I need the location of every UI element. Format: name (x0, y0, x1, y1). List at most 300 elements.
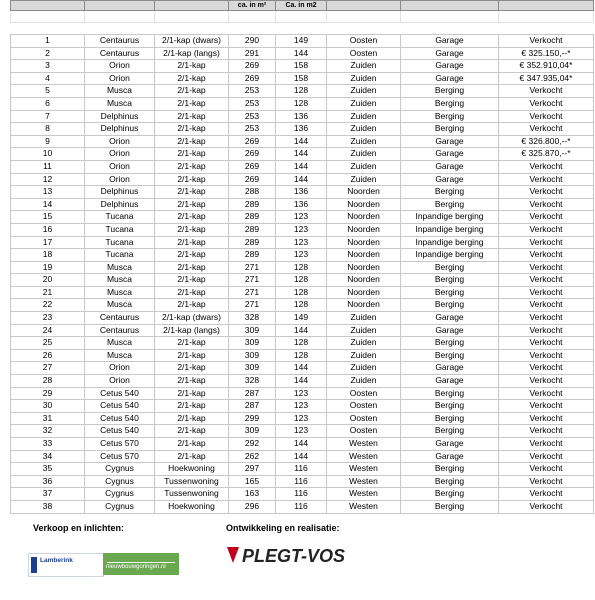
house-style-cell: 2/1-kap (langs) (155, 47, 229, 60)
house-type-cell: Cygnus (85, 463, 155, 476)
living-area-cell: 116 (276, 475, 327, 488)
orientation-cell: Zuiden (327, 60, 401, 73)
plot-area-cell: 309 (229, 425, 276, 438)
storage-cell: Berging (401, 274, 499, 287)
header-cell (155, 1, 229, 11)
lot-number-cell: 25 (11, 337, 85, 350)
house-type-cell: Tucana (85, 249, 155, 262)
house-style-cell: 2/1-kap (155, 349, 229, 362)
house-style-cell: 2/1-kap (155, 160, 229, 173)
price-status-cell: Verkocht (499, 400, 594, 413)
living-area-cell: 128 (276, 286, 327, 299)
plot-area-cell: 289 (229, 249, 276, 262)
lot-number-cell: 16 (11, 223, 85, 236)
living-area-cell: 123 (276, 236, 327, 249)
living-area-cell: 128 (276, 85, 327, 98)
table-row (11, 349, 594, 362)
house-type-cell: Delphinus (85, 110, 155, 123)
house-style-cell: 2/1-kap (langs) (155, 324, 229, 337)
storage-cell: Garage (401, 148, 499, 161)
lot-number-cell: 3 (11, 60, 85, 73)
storage-cell: Garage (401, 173, 499, 186)
table-row (11, 110, 594, 123)
storage-cell: Garage (401, 135, 499, 148)
plot-area-cell: 290 (229, 35, 276, 48)
house-type-cell: Cetus 540 (85, 400, 155, 413)
nieuwbouw-logo[interactable] (103, 553, 179, 575)
table-row (11, 173, 594, 186)
plegt-vos-logo[interactable] (225, 543, 395, 567)
living-area-cell: 123 (276, 249, 327, 262)
plot-area-cell: 269 (229, 173, 276, 186)
header-cell (85, 1, 155, 11)
orientation-cell: Zuiden (327, 173, 401, 186)
orientation-cell: Zuiden (327, 72, 401, 85)
lot-number-cell: 10 (11, 148, 85, 161)
price-status-cell: Verkocht (499, 35, 594, 48)
living-area-cell: 149 (276, 35, 327, 48)
living-area-cell: 123 (276, 425, 327, 438)
orientation-cell: Westen (327, 438, 401, 451)
storage-cell: Garage (401, 362, 499, 375)
house-style-cell: 2/1-kap (155, 362, 229, 375)
lot-number-cell: 26 (11, 349, 85, 362)
living-area-cell: 158 (276, 72, 327, 85)
house-style-cell: 2/1-kap (155, 148, 229, 161)
house-type-cell: Cetus 540 (85, 387, 155, 400)
lot-number-cell: 11 (11, 160, 85, 173)
lot-number-cell: 1 (11, 35, 85, 48)
living-area-cell: 123 (276, 412, 327, 425)
storage-cell: Garage (401, 312, 499, 325)
price-status-cell: € 326.800,--* (499, 135, 594, 148)
price-status-cell: Verkocht (499, 249, 594, 262)
table-row (11, 425, 594, 438)
living-area-cell: 144 (276, 173, 327, 186)
price-status-cell: Verkocht (499, 387, 594, 400)
living-area-cell: 116 (276, 500, 327, 513)
house-type-cell: Musca (85, 337, 155, 350)
price-status-cell: Verkocht (499, 211, 594, 224)
header-cell (499, 1, 594, 11)
table-row (11, 324, 594, 337)
storage-cell: Berging (401, 186, 499, 199)
header-cell (401, 1, 499, 11)
price-status-cell: Verkocht (499, 438, 594, 451)
lamberink-mark-icon (31, 557, 37, 573)
plot-area-cell: 309 (229, 337, 276, 350)
house-style-cell: 2/1-kap (155, 223, 229, 236)
plot-area-cell: 299 (229, 412, 276, 425)
plot-area-cell: 287 (229, 400, 276, 413)
lot-number-cell: 13 (11, 186, 85, 199)
price-status-cell: Verkocht (499, 412, 594, 425)
price-status-cell: Verkocht (499, 362, 594, 375)
orientation-cell: Westen (327, 500, 401, 513)
price-status-cell: Verkocht (499, 349, 594, 362)
plegt-vos-logo-text: PLEGT-VOS (242, 546, 346, 566)
house-style-cell: Hoekwoning (155, 500, 229, 513)
house-type-cell: Cetus 570 (85, 438, 155, 451)
table-row (11, 400, 594, 413)
spacer-row (11, 11, 594, 23)
table-row (11, 198, 594, 211)
price-status-cell: Verkocht (499, 500, 594, 513)
lot-number-cell: 2 (11, 47, 85, 60)
orientation-cell: Oosten (327, 425, 401, 438)
house-style-cell: Hoekwoning (155, 463, 229, 476)
price-status-cell: Verkocht (499, 97, 594, 110)
plot-area-cell: 269 (229, 148, 276, 161)
table-row (11, 97, 594, 110)
orientation-cell: Zuiden (327, 97, 401, 110)
lot-number-cell: 7 (11, 110, 85, 123)
table-row (11, 160, 594, 173)
house-type-cell: Orion (85, 160, 155, 173)
lot-number-cell: 21 (11, 286, 85, 299)
house-type-cell: Musca (85, 261, 155, 274)
house-type-cell: Centaurus (85, 324, 155, 337)
price-status-cell: Verkocht (499, 475, 594, 488)
plot-area-cell: 271 (229, 274, 276, 287)
house-style-cell: 2/1-kap (155, 186, 229, 199)
table-row (11, 500, 594, 513)
price-status-cell: € 352.910,04* (499, 60, 594, 73)
storage-cell: Garage (401, 324, 499, 337)
plot-area-cell: 328 (229, 312, 276, 325)
storage-cell: Garage (401, 72, 499, 85)
lot-number-cell: 27 (11, 362, 85, 375)
orientation-cell: Noorden (327, 286, 401, 299)
lot-number-cell: 28 (11, 375, 85, 388)
lamberink-logo[interactable] (28, 553, 104, 577)
house-style-cell: 2/1-kap (155, 400, 229, 413)
price-status-cell: Verkocht (499, 488, 594, 501)
storage-cell: Berging (401, 387, 499, 400)
orientation-cell: Westen (327, 475, 401, 488)
plot-area-cell: 289 (229, 236, 276, 249)
price-list-table (10, 0, 594, 514)
table-row (11, 450, 594, 463)
house-style-cell: 2/1-kap (155, 60, 229, 73)
house-style-cell: 2/1-kap (155, 72, 229, 85)
price-status-cell: Verkocht (499, 463, 594, 476)
storage-cell: Berging (401, 425, 499, 438)
house-type-cell: Orion (85, 135, 155, 148)
living-area-cell: 144 (276, 148, 327, 161)
living-area-cell: 128 (276, 299, 327, 312)
house-type-cell: Centaurus (85, 312, 155, 325)
price-status-cell: Verkocht (499, 110, 594, 123)
lot-number-cell: 29 (11, 387, 85, 400)
living-area-cell: 144 (276, 450, 327, 463)
house-type-cell: Orion (85, 72, 155, 85)
plot-area-cell: 262 (229, 450, 276, 463)
house-style-cell: 2/1-kap (155, 274, 229, 287)
price-status-cell: Verkocht (499, 324, 594, 337)
orientation-cell: Zuiden (327, 110, 401, 123)
orientation-cell: Zuiden (327, 148, 401, 161)
table-row (11, 223, 594, 236)
orientation-cell: Zuiden (327, 375, 401, 388)
living-area-cell: 149 (276, 312, 327, 325)
plot-area-cell: 271 (229, 261, 276, 274)
plot-area-cell: 253 (229, 85, 276, 98)
price-status-cell: € 325.870,--* (499, 148, 594, 161)
house-style-cell: 2/1-kap (155, 249, 229, 262)
house-type-cell: Cygnus (85, 500, 155, 513)
plot-area-cell: 253 (229, 123, 276, 136)
orientation-cell: Noorden (327, 249, 401, 262)
lot-number-cell: 8 (11, 123, 85, 136)
orientation-cell: Zuiden (327, 349, 401, 362)
orientation-cell: Noorden (327, 198, 401, 211)
orientation-cell: Noorden (327, 211, 401, 224)
living-area-cell: 136 (276, 198, 327, 211)
orientation-cell: Oosten (327, 35, 401, 48)
house-type-cell: Delphinus (85, 198, 155, 211)
lot-number-cell: 32 (11, 425, 85, 438)
plot-area-cell: 292 (229, 438, 276, 451)
table-row (11, 375, 594, 388)
storage-cell: Berging (401, 261, 499, 274)
living-area-cell: 128 (276, 261, 327, 274)
lot-number-cell: 12 (11, 173, 85, 186)
storage-cell: Inpandige berging (401, 249, 499, 262)
table-row (11, 148, 594, 161)
lot-number-cell: 31 (11, 412, 85, 425)
house-type-cell: Musca (85, 286, 155, 299)
plot-area-cell: 288 (229, 186, 276, 199)
storage-cell: Garage (401, 47, 499, 60)
table-row (11, 249, 594, 262)
living-area-cell: 123 (276, 223, 327, 236)
house-type-cell: Musca (85, 349, 155, 362)
house-style-cell: 2/1-kap (155, 412, 229, 425)
orientation-cell: Westen (327, 463, 401, 476)
table-row (11, 475, 594, 488)
lot-number-cell: 22 (11, 299, 85, 312)
price-status-cell: Verkocht (499, 450, 594, 463)
storage-cell: Berging (401, 337, 499, 350)
orientation-cell: Noorden (327, 223, 401, 236)
orientation-cell: Zuiden (327, 362, 401, 375)
plot-area-cell: 309 (229, 324, 276, 337)
house-type-cell: Delphinus (85, 186, 155, 199)
house-type-cell: Tucana (85, 211, 155, 224)
storage-cell: Berging (401, 97, 499, 110)
orientation-cell: Noorden (327, 274, 401, 287)
living-area-cell: 144 (276, 438, 327, 451)
house-type-cell: Tucana (85, 223, 155, 236)
header-cell (327, 1, 401, 11)
house-type-cell: Delphinus (85, 123, 155, 136)
lot-number-cell: 30 (11, 400, 85, 413)
living-area-cell: 144 (276, 324, 327, 337)
price-status-cell: Verkocht (499, 160, 594, 173)
storage-cell: Inpandige berging (401, 223, 499, 236)
house-style-cell: Tussenwoning (155, 475, 229, 488)
plot-area-cell: 289 (229, 198, 276, 211)
table-row (11, 186, 594, 199)
orientation-cell: Zuiden (327, 123, 401, 136)
plot-area-cell: 296 (229, 500, 276, 513)
price-status-cell: Verkocht (499, 186, 594, 199)
plot-area-cell: 269 (229, 72, 276, 85)
living-area-cell: 158 (276, 60, 327, 73)
living-area-cell: 123 (276, 387, 327, 400)
plot-area-cell: 291 (229, 47, 276, 60)
lot-number-cell: 5 (11, 85, 85, 98)
living-area-cell: 144 (276, 135, 327, 148)
house-type-cell: Cetus 540 (85, 412, 155, 425)
house-style-cell: 2/1-kap (155, 450, 229, 463)
table-row (11, 274, 594, 287)
storage-cell: Berging (401, 463, 499, 476)
storage-cell: Berging (401, 349, 499, 362)
living-area-cell: 128 (276, 97, 327, 110)
table-row (11, 488, 594, 501)
orientation-cell: Noorden (327, 261, 401, 274)
plot-area-cell: 309 (229, 349, 276, 362)
development-label: Ontwikkeling en realisatie: (226, 523, 340, 533)
house-type-cell: Musca (85, 299, 155, 312)
orientation-cell: Zuiden (327, 135, 401, 148)
price-list-sheet (10, 0, 593, 514)
header-cell-plot-area: ca. in m² (229, 1, 276, 11)
orientation-cell: Noorden (327, 236, 401, 249)
orientation-cell: Zuiden (327, 312, 401, 325)
living-area-cell: 136 (276, 123, 327, 136)
orientation-cell: Zuiden (327, 85, 401, 98)
price-status-cell: Verkocht (499, 312, 594, 325)
living-area-cell: 123 (276, 211, 327, 224)
table-header-row (11, 1, 594, 11)
house-style-cell: 2/1-kap (155, 123, 229, 136)
plot-area-cell: 163 (229, 488, 276, 501)
plot-area-cell: 253 (229, 97, 276, 110)
living-area-cell: 123 (276, 400, 327, 413)
house-style-cell: 2/1-kap (155, 438, 229, 451)
table-row (11, 123, 594, 136)
house-style-cell: 2/1-kap (155, 198, 229, 211)
house-style-cell: 2/1-kap (155, 387, 229, 400)
price-status-cell: Verkocht (499, 236, 594, 249)
house-style-cell: 2/1-kap (155, 261, 229, 274)
lamberink-logo-text: Lamberink (40, 557, 73, 564)
price-status-cell: Verkocht (499, 173, 594, 186)
lot-number-cell: 24 (11, 324, 85, 337)
storage-cell: Berging (401, 412, 499, 425)
price-status-cell: € 347.935,04* (499, 72, 594, 85)
living-area-cell: 128 (276, 349, 327, 362)
house-style-cell: 2/1-kap (155, 236, 229, 249)
plot-area-cell: 289 (229, 223, 276, 236)
price-status-cell: Verkocht (499, 286, 594, 299)
price-status-cell: Verkocht (499, 274, 594, 287)
lot-number-cell: 4 (11, 72, 85, 85)
plot-area-cell: 269 (229, 160, 276, 173)
table-row (11, 438, 594, 451)
living-area-cell: 144 (276, 47, 327, 60)
orientation-cell: Zuiden (327, 324, 401, 337)
header-cell-living-area: Ca. in m2 (276, 1, 327, 11)
table-row (11, 135, 594, 148)
sales-label: Verkoop en inlichten: (33, 523, 125, 533)
lot-number-cell: 15 (11, 211, 85, 224)
house-style-cell: 2/1-kap (dwars) (155, 312, 229, 325)
table-row (11, 47, 594, 60)
price-status-cell: Verkocht (499, 375, 594, 388)
storage-cell: Garage (401, 35, 499, 48)
house-style-cell: 2/1-kap (155, 173, 229, 186)
orientation-cell: Westen (327, 450, 401, 463)
storage-cell: Berging (401, 85, 499, 98)
plot-area-cell: 269 (229, 135, 276, 148)
orientation-cell: Oosten (327, 387, 401, 400)
table-row (11, 412, 594, 425)
table-row (11, 211, 594, 224)
plot-area-cell: 271 (229, 299, 276, 312)
house-type-cell: Centaurus (85, 47, 155, 60)
lot-number-cell: 23 (11, 312, 85, 325)
lot-number-cell: 35 (11, 463, 85, 476)
house-style-cell: 2/1-kap (155, 286, 229, 299)
house-type-cell: Musca (85, 97, 155, 110)
table-row (11, 35, 594, 48)
house-type-cell: Cetus 540 (85, 425, 155, 438)
plot-area-cell: 269 (229, 60, 276, 73)
price-status-cell: Verkocht (499, 261, 594, 274)
house-style-cell: 2/1-kap (155, 110, 229, 123)
house-type-cell: Orion (85, 375, 155, 388)
orientation-cell: Zuiden (327, 337, 401, 350)
storage-cell: Inpandige berging (401, 211, 499, 224)
living-area-cell: 136 (276, 186, 327, 199)
house-type-cell: Orion (85, 60, 155, 73)
table-row (11, 362, 594, 375)
storage-cell: Berging (401, 198, 499, 211)
lot-number-cell: 37 (11, 488, 85, 501)
living-area-cell: 116 (276, 488, 327, 501)
orientation-cell: Noorden (327, 299, 401, 312)
lot-number-cell: 17 (11, 236, 85, 249)
plot-area-cell: 271 (229, 286, 276, 299)
lot-number-cell: 34 (11, 450, 85, 463)
house-type-cell: Orion (85, 148, 155, 161)
lot-number-cell: 20 (11, 274, 85, 287)
house-style-cell: 2/1-kap (155, 337, 229, 350)
nieuwbouw-logo-text: nieuwbouwgoringen.nl (106, 564, 166, 570)
living-area-cell: 144 (276, 362, 327, 375)
lot-number-cell: 36 (11, 475, 85, 488)
orientation-cell: Oosten (327, 400, 401, 413)
lot-number-cell: 9 (11, 135, 85, 148)
house-style-cell: Tussenwoning (155, 488, 229, 501)
lot-number-cell: 14 (11, 198, 85, 211)
plot-area-cell: 328 (229, 375, 276, 388)
storage-cell: Garage (401, 438, 499, 451)
table-row (11, 261, 594, 274)
house-style-cell: 2/1-kap (155, 299, 229, 312)
price-status-cell: € 325.150,--* (499, 47, 594, 60)
lot-number-cell: 18 (11, 249, 85, 262)
spacer-row (11, 23, 594, 35)
storage-cell: Berging (401, 110, 499, 123)
house-type-cell: Centaurus (85, 35, 155, 48)
lot-number-cell: 33 (11, 438, 85, 451)
orientation-cell: Zuiden (327, 160, 401, 173)
